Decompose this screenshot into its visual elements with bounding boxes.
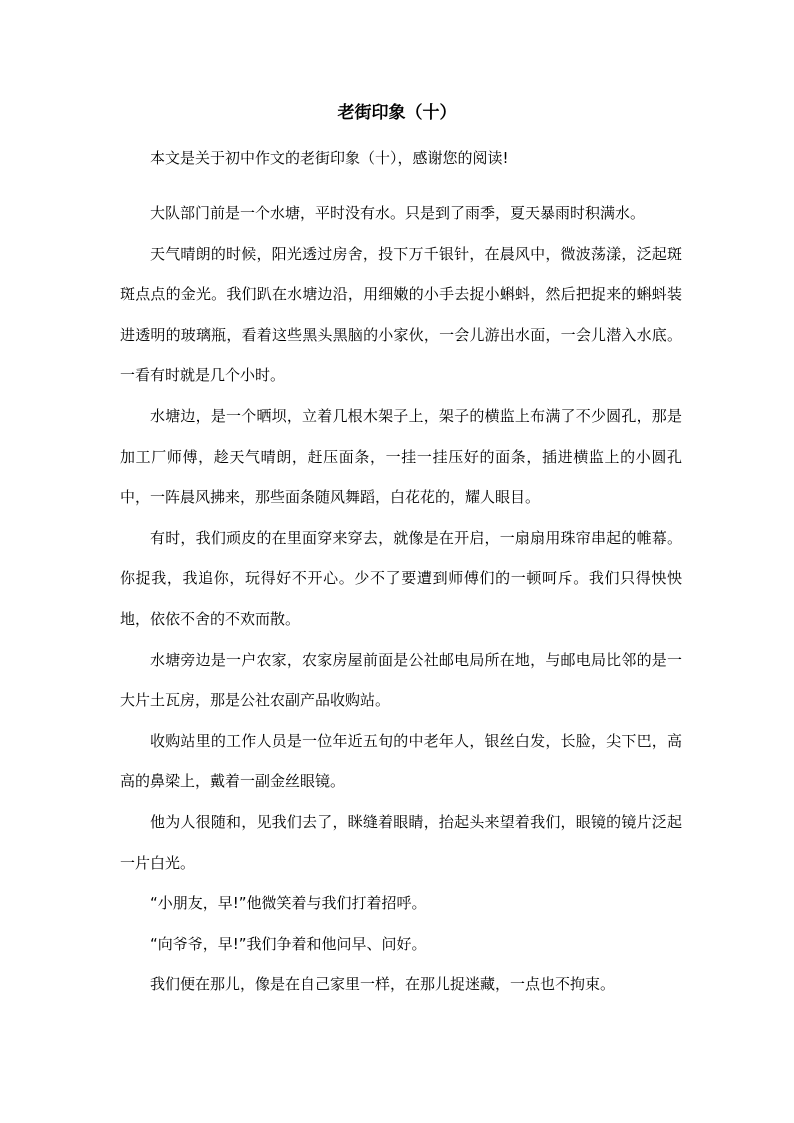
document-body <box>120 193 682 1005</box>
paragraph: 大队部门前是一个水塘，平时没有水。只是到了雨季，夏天暴雨时积满水。 <box>150 204 646 222</box>
intro-line: 本文是关于初中作文的老街印象（十），感谢您的阅读! <box>150 149 509 167</box>
paragraph: 水塘边，是一个晒坝，立着几根木架子上，架子的横监上布满了不少圆孔，那是加工厂师傅，趁天气晴朗，赶压面条，一挂一挂压好的面条，插进横监上的小圆孔中，一阵晨风拂来，那些面条随风舞蹈，白花花的，耀人眼目。 <box>120 406 682 507</box>
paragraph: 天气晴朗的时候，阳光透过房舍，投下万千银针，在晨风中，微波荡漾，泛起斑斑点点的金光。我们趴在水塘边沿，用细嫩的小手去捉小蝌蚪，然后把捉来的蝌蚪装进透明的玻璃瓶，看着这些黑头黑脑的小家伙，一会儿游出水面，一会儿潜入水底。一看有时就是几个小时。 <box>120 244 682 385</box>
paragraph: 收购站里的工作人员是一位年近五旬的中老年人，银丝白发，长脸，尖下巴，高高的鼻梁上，戴着一副金丝眼镜。 <box>120 731 682 791</box>
document-title: 老街印象（十） <box>337 103 457 123</box>
paragraph: 我们便在那儿，像是在自己家里一样，在那儿捉迷藏，一点也不拘束。 <box>150 975 616 994</box>
paragraph: 他为人很随和，见我们去了，眯缝着眼睛，抬起头来望着我们，眼镜的镜片泛起一片白光。 <box>120 812 682 872</box>
paragraph: “小朋友，早!”他微笑着与我们打着招呼。 <box>150 894 427 913</box>
paragraph: 水塘旁边是一户农家，农家房屋前面是公社邮电局所在地，与邮电局比邻的是一大片土瓦房，那是公社农副产品收购站。 <box>120 650 682 710</box>
paragraph: “向爷爷，早!”我们争着和他问早、问好。 <box>150 934 427 953</box>
paragraph: 有时，我们顽皮的在里面穿来穿去，就像是在开启，一扇扇用珠帘串起的帷幕。你捉我，我追你，玩得好不开心。少不了要遭到师傅们的一顿呵斥。我们只得怏怏地，依依不舍的不欢而散。 <box>120 528 682 628</box>
